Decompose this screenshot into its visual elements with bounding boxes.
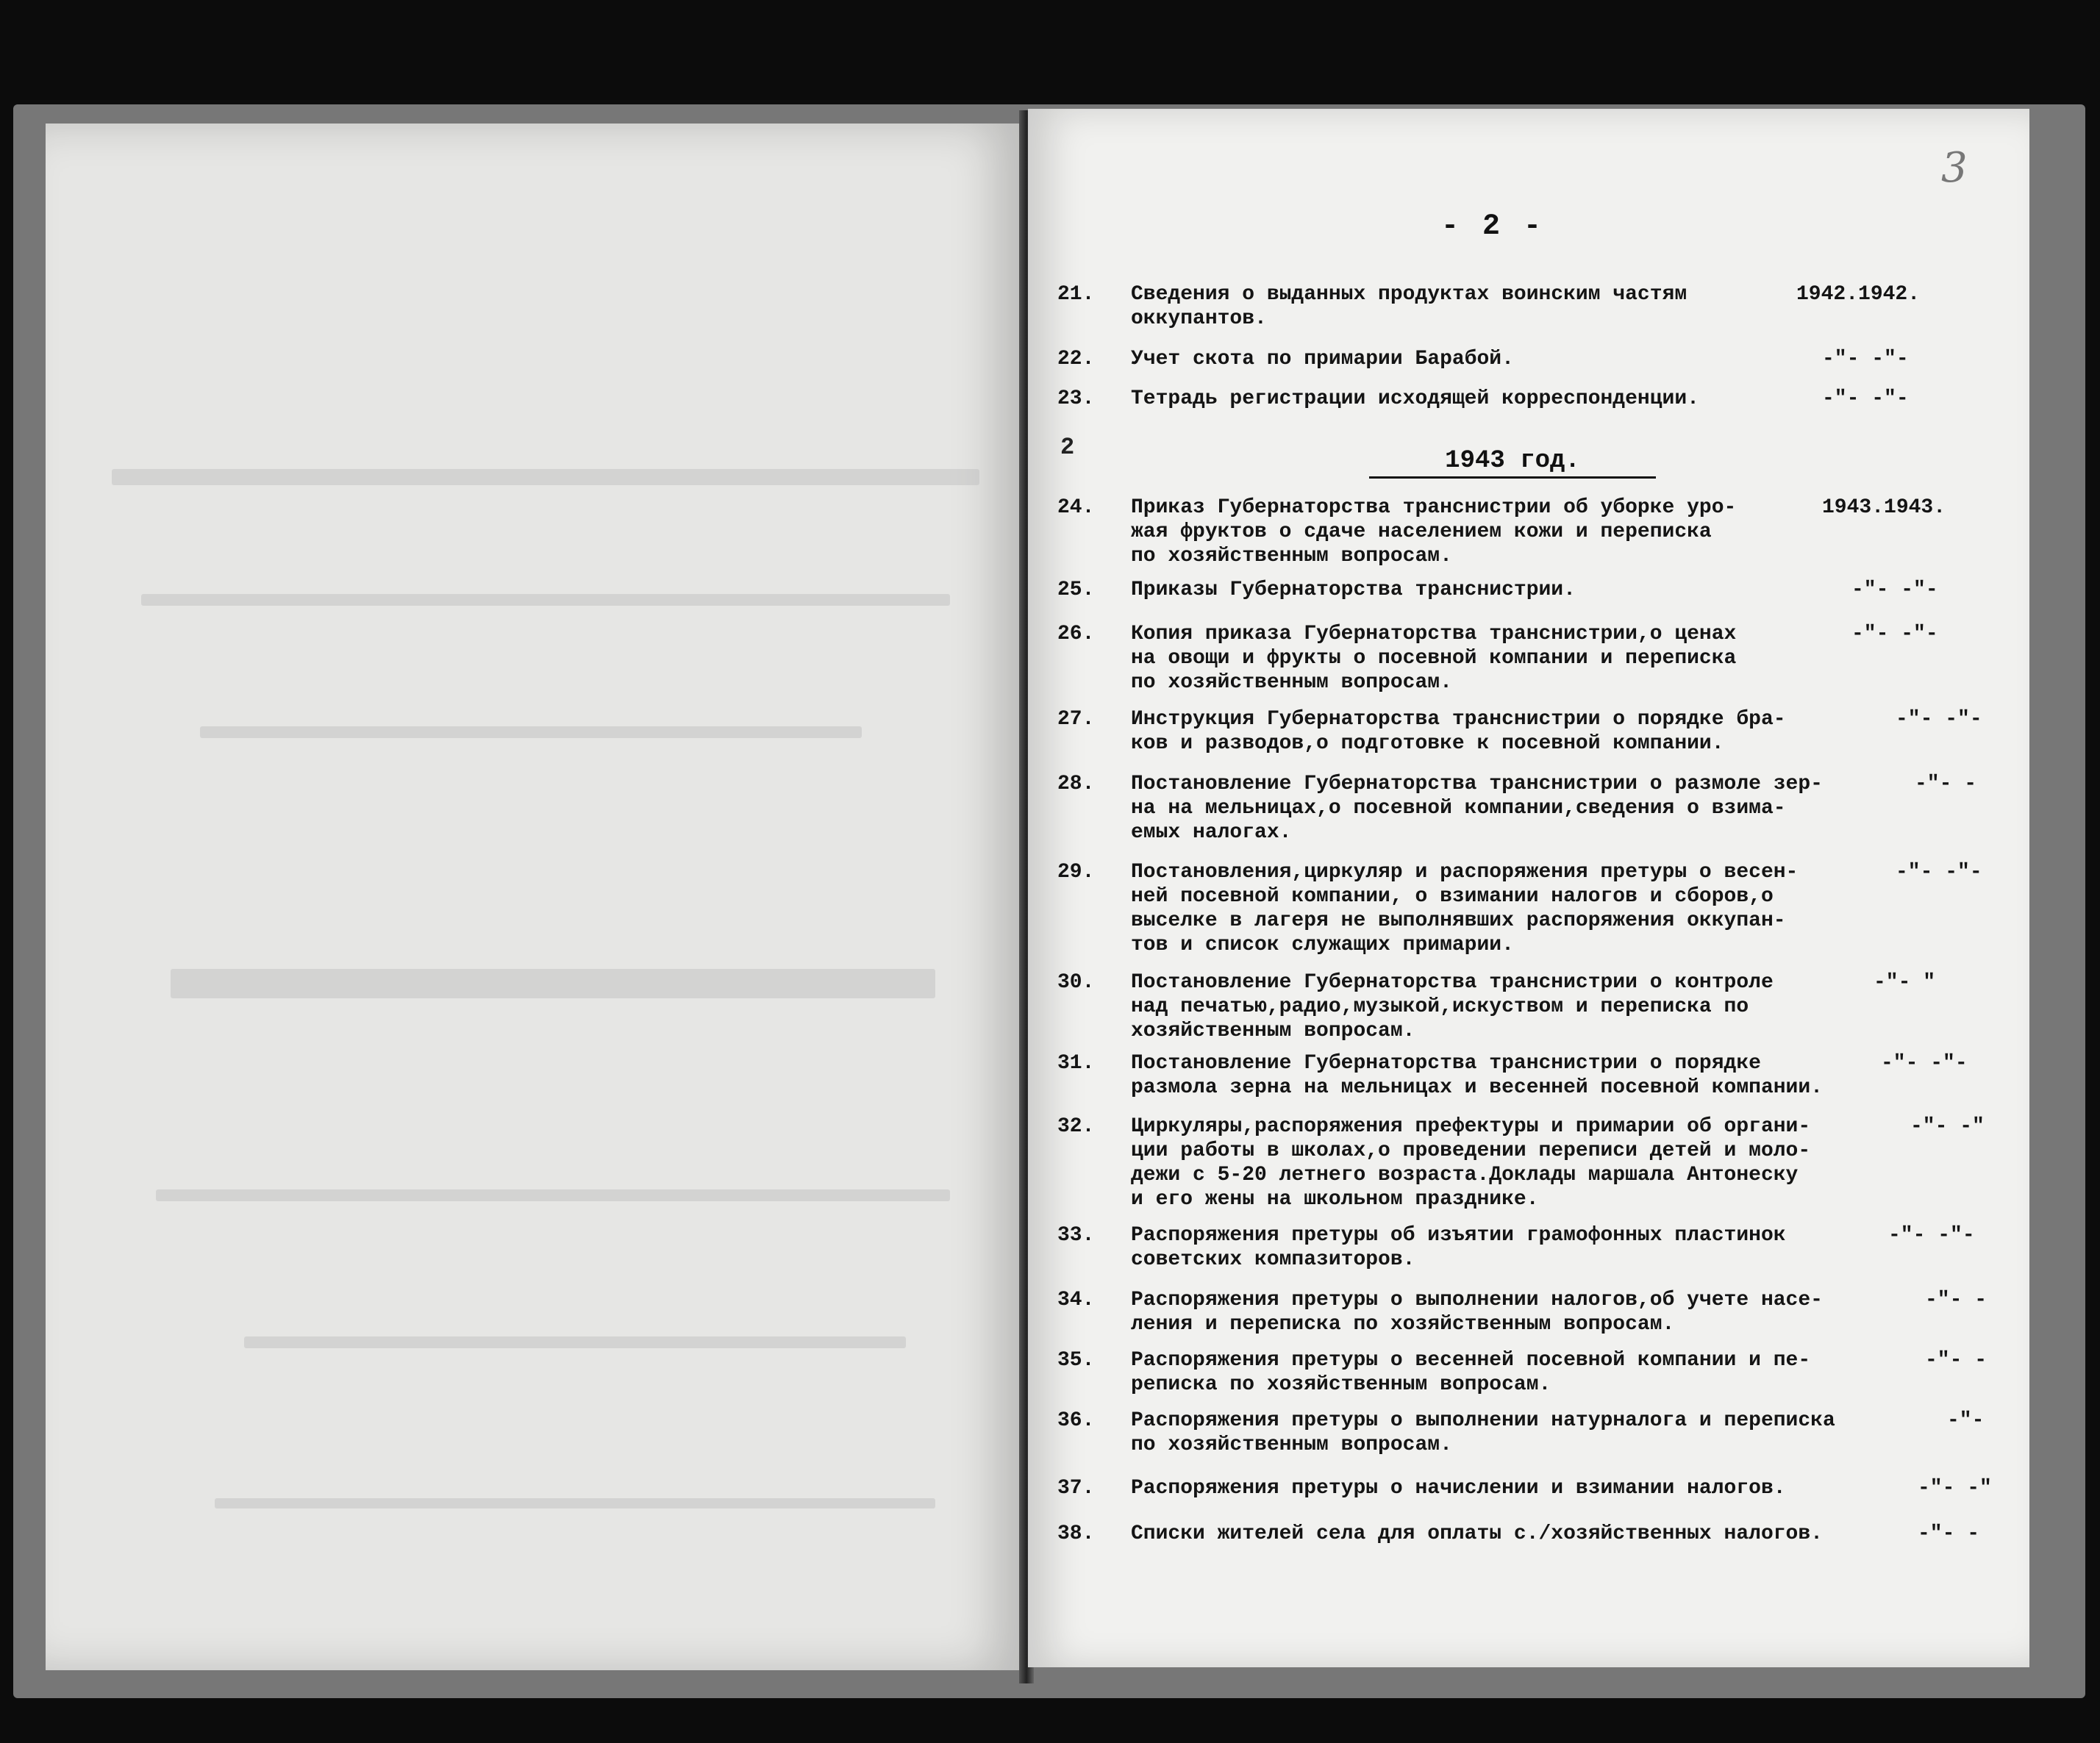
entry-number: 27.: [1057, 708, 1095, 731]
entry-number: 23.: [1057, 387, 1095, 410]
stray-mark: 2: [1060, 434, 1075, 461]
entry-text: Постановление Губернаторства транснистрии о порядке размола зерна на мельницах и весенней посевной компании.: [1131, 1052, 1823, 1099]
entry-date: -"- -"-: [1822, 348, 1909, 371]
entry-number: 21.: [1057, 283, 1095, 306]
entry-text: Постановление Губернаторства транснистрии о контроле над печатью,радио,музыкой,искуством и переписка по хозяйственным вопросам.: [1131, 971, 1774, 1042]
entry-number: 22.: [1057, 348, 1095, 371]
entry-text: Распоряжения претуры об изъятии грамофонных пластинок советских компазиторов.: [1131, 1224, 1786, 1271]
entry-text: Распоряжения претуры о начислении и взимании налогов.: [1131, 1477, 1786, 1500]
entry-text: Циркуляры,распоряжения префектуры и примарии об органи- ции работы в школах,о проведении переписи детей и моло- дежи с 5-20 летнего возраста.Доклады маршала Антонеску и его жены на школьном празднике.: [1131, 1115, 1811, 1211]
entry-date: -"- -"-: [1888, 1224, 1975, 1247]
entry-date: -"- -": [1918, 1477, 1992, 1500]
entry-text: Распоряжения претуры о весенней посевной компании и пе- реписка по хозяйственным вопросам.: [1131, 1349, 1811, 1396]
entry-date: -"- -: [1925, 1349, 1988, 1372]
folio-mark: 3: [1941, 144, 1968, 192]
entry-date: -"- -"-: [1896, 708, 1982, 731]
entry-date: -"- -": [1910, 1115, 1985, 1138]
entry-text: Постановление Губернаторства транснистрии о размоле зер- на на мельницах,о посевной компании,сведения о взима- емых налогах.: [1131, 773, 1823, 844]
entry-number: 30.: [1057, 971, 1095, 994]
entry-number: 37.: [1057, 1477, 1095, 1500]
entry-date: 1942.1942.: [1796, 283, 1921, 306]
entry-number: 33.: [1057, 1224, 1095, 1247]
entry-text: Распоряжения претуры о выполнении налогов,об учете насе- ления и переписка по хозяйственным вопросам.: [1131, 1289, 1823, 1336]
entry-text: Инструкция Губернаторства транснистрии о порядке бра- ков и разводов,о подготовке к посевной компании.: [1131, 708, 1786, 755]
entry-date: -"- -: [1918, 1522, 1980, 1545]
entry-number: 31.: [1057, 1052, 1095, 1075]
entry-number: 29.: [1057, 861, 1095, 884]
page-number: - 2 -: [1441, 210, 1545, 243]
entry-number: 38.: [1057, 1522, 1095, 1545]
entry-text: Сведения о выданных продуктах воинским частям оккупантов.: [1131, 283, 1688, 330]
entry-date: -"- -"-: [1851, 623, 1938, 645]
entry-date: -"-: [1947, 1409, 1985, 1432]
entry-text: Приказы Губернаторства транснистрии.: [1131, 579, 1576, 601]
entry-text: Списки жителей села для оплаты с./хозяйственных налогов.: [1131, 1522, 1823, 1545]
entry-date: -"- -"-: [1881, 1052, 1968, 1075]
left-page-blank: [46, 124, 1024, 1670]
entry-date: -"- ": [1874, 971, 1936, 994]
entry-text: Постановления,циркуляр и распоряжения претуры о весен- ней посевной компании, о взимании налогов и сборов,о выселке в лагеря не выполнявших распоряжения оккупан- тов и список служащих примарии.: [1131, 861, 1799, 956]
entry-text: Распоряжения претуры о выполнении натурналога и переписка по хозяйственным вопросам.: [1131, 1409, 1835, 1456]
entry-text: Учет скота по примарии Барабой.: [1131, 348, 1514, 371]
entry-number: 26.: [1057, 623, 1095, 645]
entry-number: 24.: [1057, 496, 1095, 519]
entry-number: 36.: [1057, 1409, 1095, 1432]
entry-number: 34.: [1057, 1289, 1095, 1311]
entry-number: 35.: [1057, 1349, 1095, 1372]
entry-date: -"- -: [1925, 1289, 1988, 1311]
entry-number: 32.: [1057, 1115, 1095, 1138]
entry-text: Тетрадь регистрации исходящей корреспонденции.: [1131, 387, 1699, 410]
entry-date: -"- -"-: [1822, 387, 1909, 410]
entry-date: -"- -"-: [1896, 861, 1982, 884]
entry-number: 28.: [1057, 773, 1095, 795]
entry-text: Копия приказа Губернаторства транснистрии,о ценах на овощи и фрукты о посевной компании и переписка по хозяйственным вопросам.: [1131, 623, 1737, 694]
entry-date: -"- -"-: [1851, 579, 1938, 601]
year-heading: 1943 год.: [1369, 447, 1656, 479]
entry-date: -"- -: [1915, 773, 1977, 795]
entry-text: Приказ Губернаторства транснистрии об уборке уро- жая фруктов о сдаче населением кожи и переписка по хозяйственным вопросам.: [1131, 496, 1737, 568]
entry-number: 25.: [1057, 579, 1095, 601]
entry-date: 1943.1943.: [1822, 496, 1946, 519]
